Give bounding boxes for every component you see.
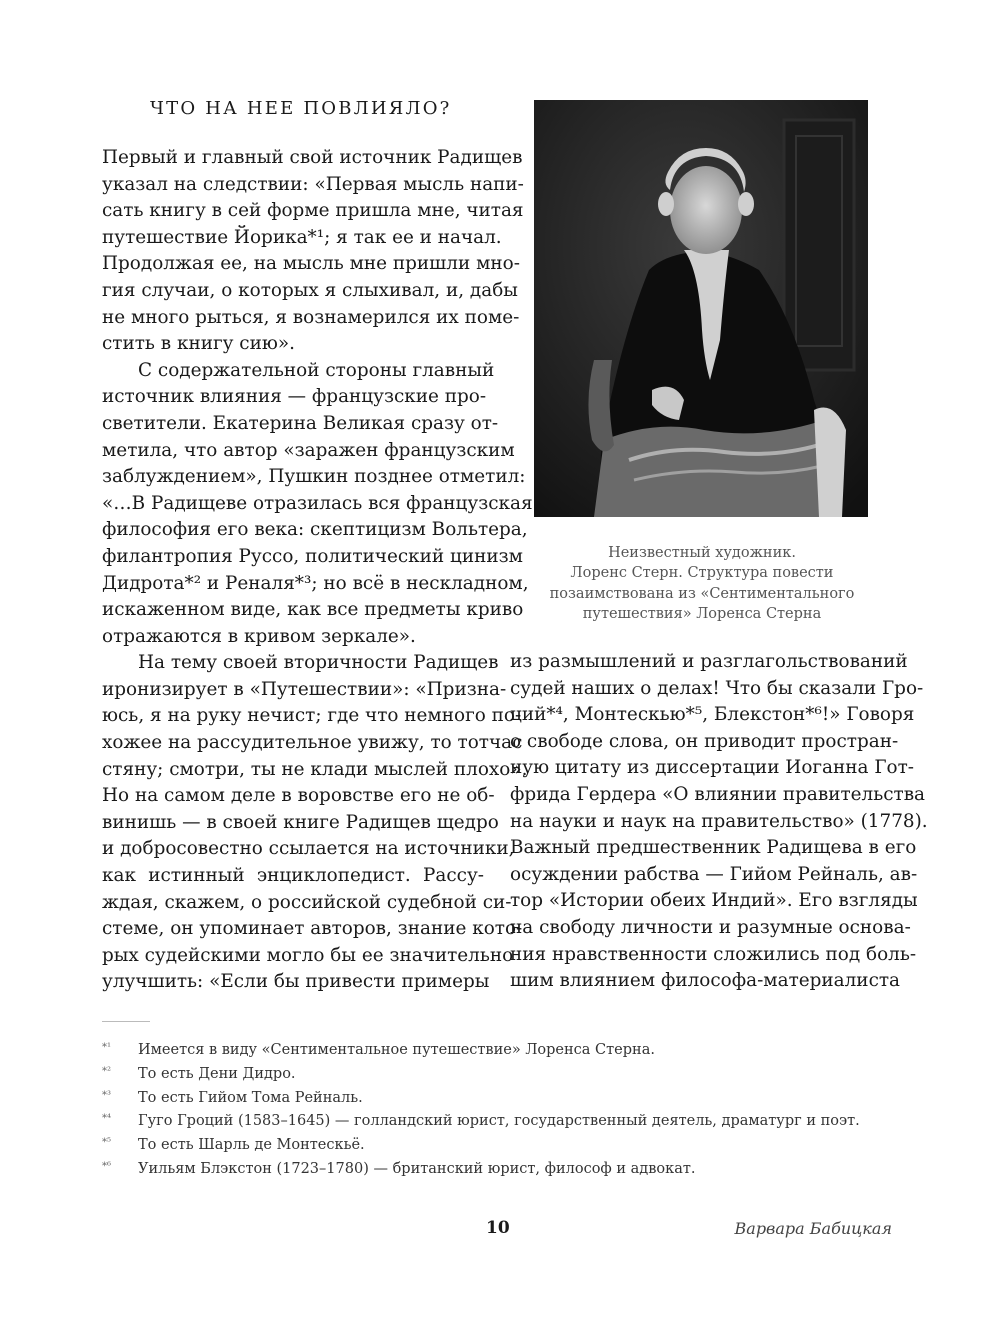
footnote-text: То есть Шарль де Монтескьё. — [138, 1137, 365, 1153]
text-line: стить в книгу сию». — [102, 333, 295, 355]
text-line: фрида Гердера «О влиянии правительства — [510, 783, 926, 805]
text-line: юсь, я на руку нечист; где что немного по- — [102, 705, 522, 727]
text-line: из размышлений и разглагольствований — [510, 651, 908, 672]
text-line: на науки и наук на правительство» (1778). — [510, 810, 928, 832]
portrait-caption — [512, 543, 892, 625]
text-line: гия случаи, о которых я слыхивал, и, дабы — [102, 279, 518, 301]
text-line: ждая, скажем, о российской судебной си- — [102, 891, 512, 913]
footnote — [102, 1066, 296, 1082]
page-number: 10 — [486, 1218, 510, 1238]
text-line: указал на следствии: «Первая мысль напи- — [102, 173, 524, 195]
text-line: Первый и главный свой источник Радищев — [102, 147, 523, 168]
left-column — [102, 145, 533, 996]
text-line: путешествие Йорика*¹; я так ее и начал. — [102, 226, 502, 248]
text-line: Продолжая ее, на мысль мне пришли мно- — [102, 253, 520, 275]
section-heading: ЧТО НА НЕЕ ПОВЛИЯЛО? — [150, 98, 452, 119]
footnote-marker: *⁶ — [102, 1161, 112, 1172]
text-line: на свободу личности и разумные основа- — [510, 916, 911, 938]
caption-line: Неизвестный художник. — [608, 545, 796, 561]
text-line: рых судейскими могло бы ее значительно — [102, 944, 514, 966]
caption-line: позаимствована из «Сентиментального — [549, 585, 855, 602]
text-line: философия его века: скептицизм Вольтера, — [102, 519, 528, 541]
text-line: отражаются в кривом зеркале». — [102, 625, 416, 647]
text-line: Но на самом деле в воровстве его не об- — [102, 785, 495, 807]
footnote — [102, 1113, 860, 1129]
footnote-marker: *³ — [102, 1090, 112, 1101]
text-line: о свободе слова, он приводит простран- — [510, 730, 899, 752]
text-line: улучшить: «Если бы привести примеры — [102, 971, 490, 993]
text-line: иронизирует в «Путешествии»: «Призна- — [102, 678, 507, 700]
text-line: светители. Екатерина Великая сразу от- — [102, 412, 499, 434]
right-column — [510, 649, 928, 995]
text-line: как истинный энциклопедист. Рассу- — [102, 865, 484, 887]
text-line: ния нравственности сложились под боль- — [510, 943, 917, 965]
footnote-text: Имеется в виду «Сентиментальное путешествие» Лоренса Стерна. — [138, 1042, 655, 1058]
footnote-divider — [102, 1021, 150, 1022]
text-line: Дидрота*² и Реналя*³; но всё в нескладном, — [102, 572, 529, 594]
text-line: не много рыться, я вознамерился их поме- — [102, 306, 520, 328]
text-line: заблуждением», Пушкин позднее отметил: — [102, 466, 526, 488]
footnote-marker: *⁵ — [102, 1137, 112, 1148]
footnote-text: Уильям Блэкстон (1723–1780) — британский юрист, философ и адвокат. — [138, 1161, 696, 1177]
text-line: тор «Истории обеих Индий». Его взгляды — [510, 890, 918, 912]
footnote-marker: *² — [102, 1066, 112, 1077]
footnote-text: То есть Дени Дидро. — [138, 1066, 296, 1082]
footnote — [102, 1137, 365, 1153]
footnote-text: То есть Гийом Тома Рейналь. — [138, 1090, 363, 1106]
text-line: судей наших о делах! Что бы сказали Гро- — [510, 677, 924, 699]
text-line: осуждении рабства — Гийом Рейналь, ав- — [510, 863, 918, 885]
portrait-engraving — [534, 100, 868, 517]
text-line: винишь — в своей книге Радищев щедро — [102, 811, 499, 833]
text-line: источник влияния — французские про- — [102, 386, 487, 408]
text-line: искаженном виде, как все предметы криво — [102, 599, 524, 621]
footnote-marker: *⁴ — [102, 1113, 112, 1124]
text-line: ций*⁴, Монтескью*⁵, Блекстон*⁶!» Говоря — [510, 704, 915, 726]
text-line: стеме, он упоминает авторов, знание кото- — [102, 918, 523, 940]
footnote-marker: *¹ — [102, 1042, 112, 1053]
text-line: стяну; смотри, ты не клади мыслей плохо». — [102, 758, 528, 780]
text-line: хожее на рассудительное увижу, то тотчас — [102, 732, 523, 754]
text-line: С содержательной стороны главный — [138, 359, 495, 381]
footnote-text: Гуго Гроций (1583–1645) — голландский юрист, государственный деятель, драматург и поэт. — [138, 1113, 860, 1129]
text-line: филантропия Руссо, политический цинизм — [102, 545, 523, 567]
portrait-image — [534, 100, 868, 517]
caption-line: путешествия» Лоренса Стерна — [582, 606, 822, 623]
text-line: сать книгу в сей форме пришла мне, читая — [102, 200, 524, 222]
text-line: и добросовестно ссылается на источники, — [102, 838, 515, 860]
text-line: Важный предшественник Радищева в его — [510, 837, 917, 859]
footnote — [102, 1042, 655, 1058]
footnote — [102, 1161, 695, 1177]
text-line: На тему своей вторичности Радищев — [138, 652, 499, 674]
footnote — [102, 1090, 363, 1106]
caption-line: Лоренс Стерн. Структура повести — [570, 565, 834, 582]
running-footer: Варвара Бабицкая — [734, 1219, 892, 1238]
text-line: метила, что автор «заражен французским — [102, 439, 515, 461]
text-line: шим влиянием философа-материалиста — [510, 970, 901, 992]
text-line: «…В Радищеве отразилась вся французская — [102, 492, 533, 514]
text-line: ную цитату из диссертации Иоганна Гот- — [510, 757, 914, 779]
